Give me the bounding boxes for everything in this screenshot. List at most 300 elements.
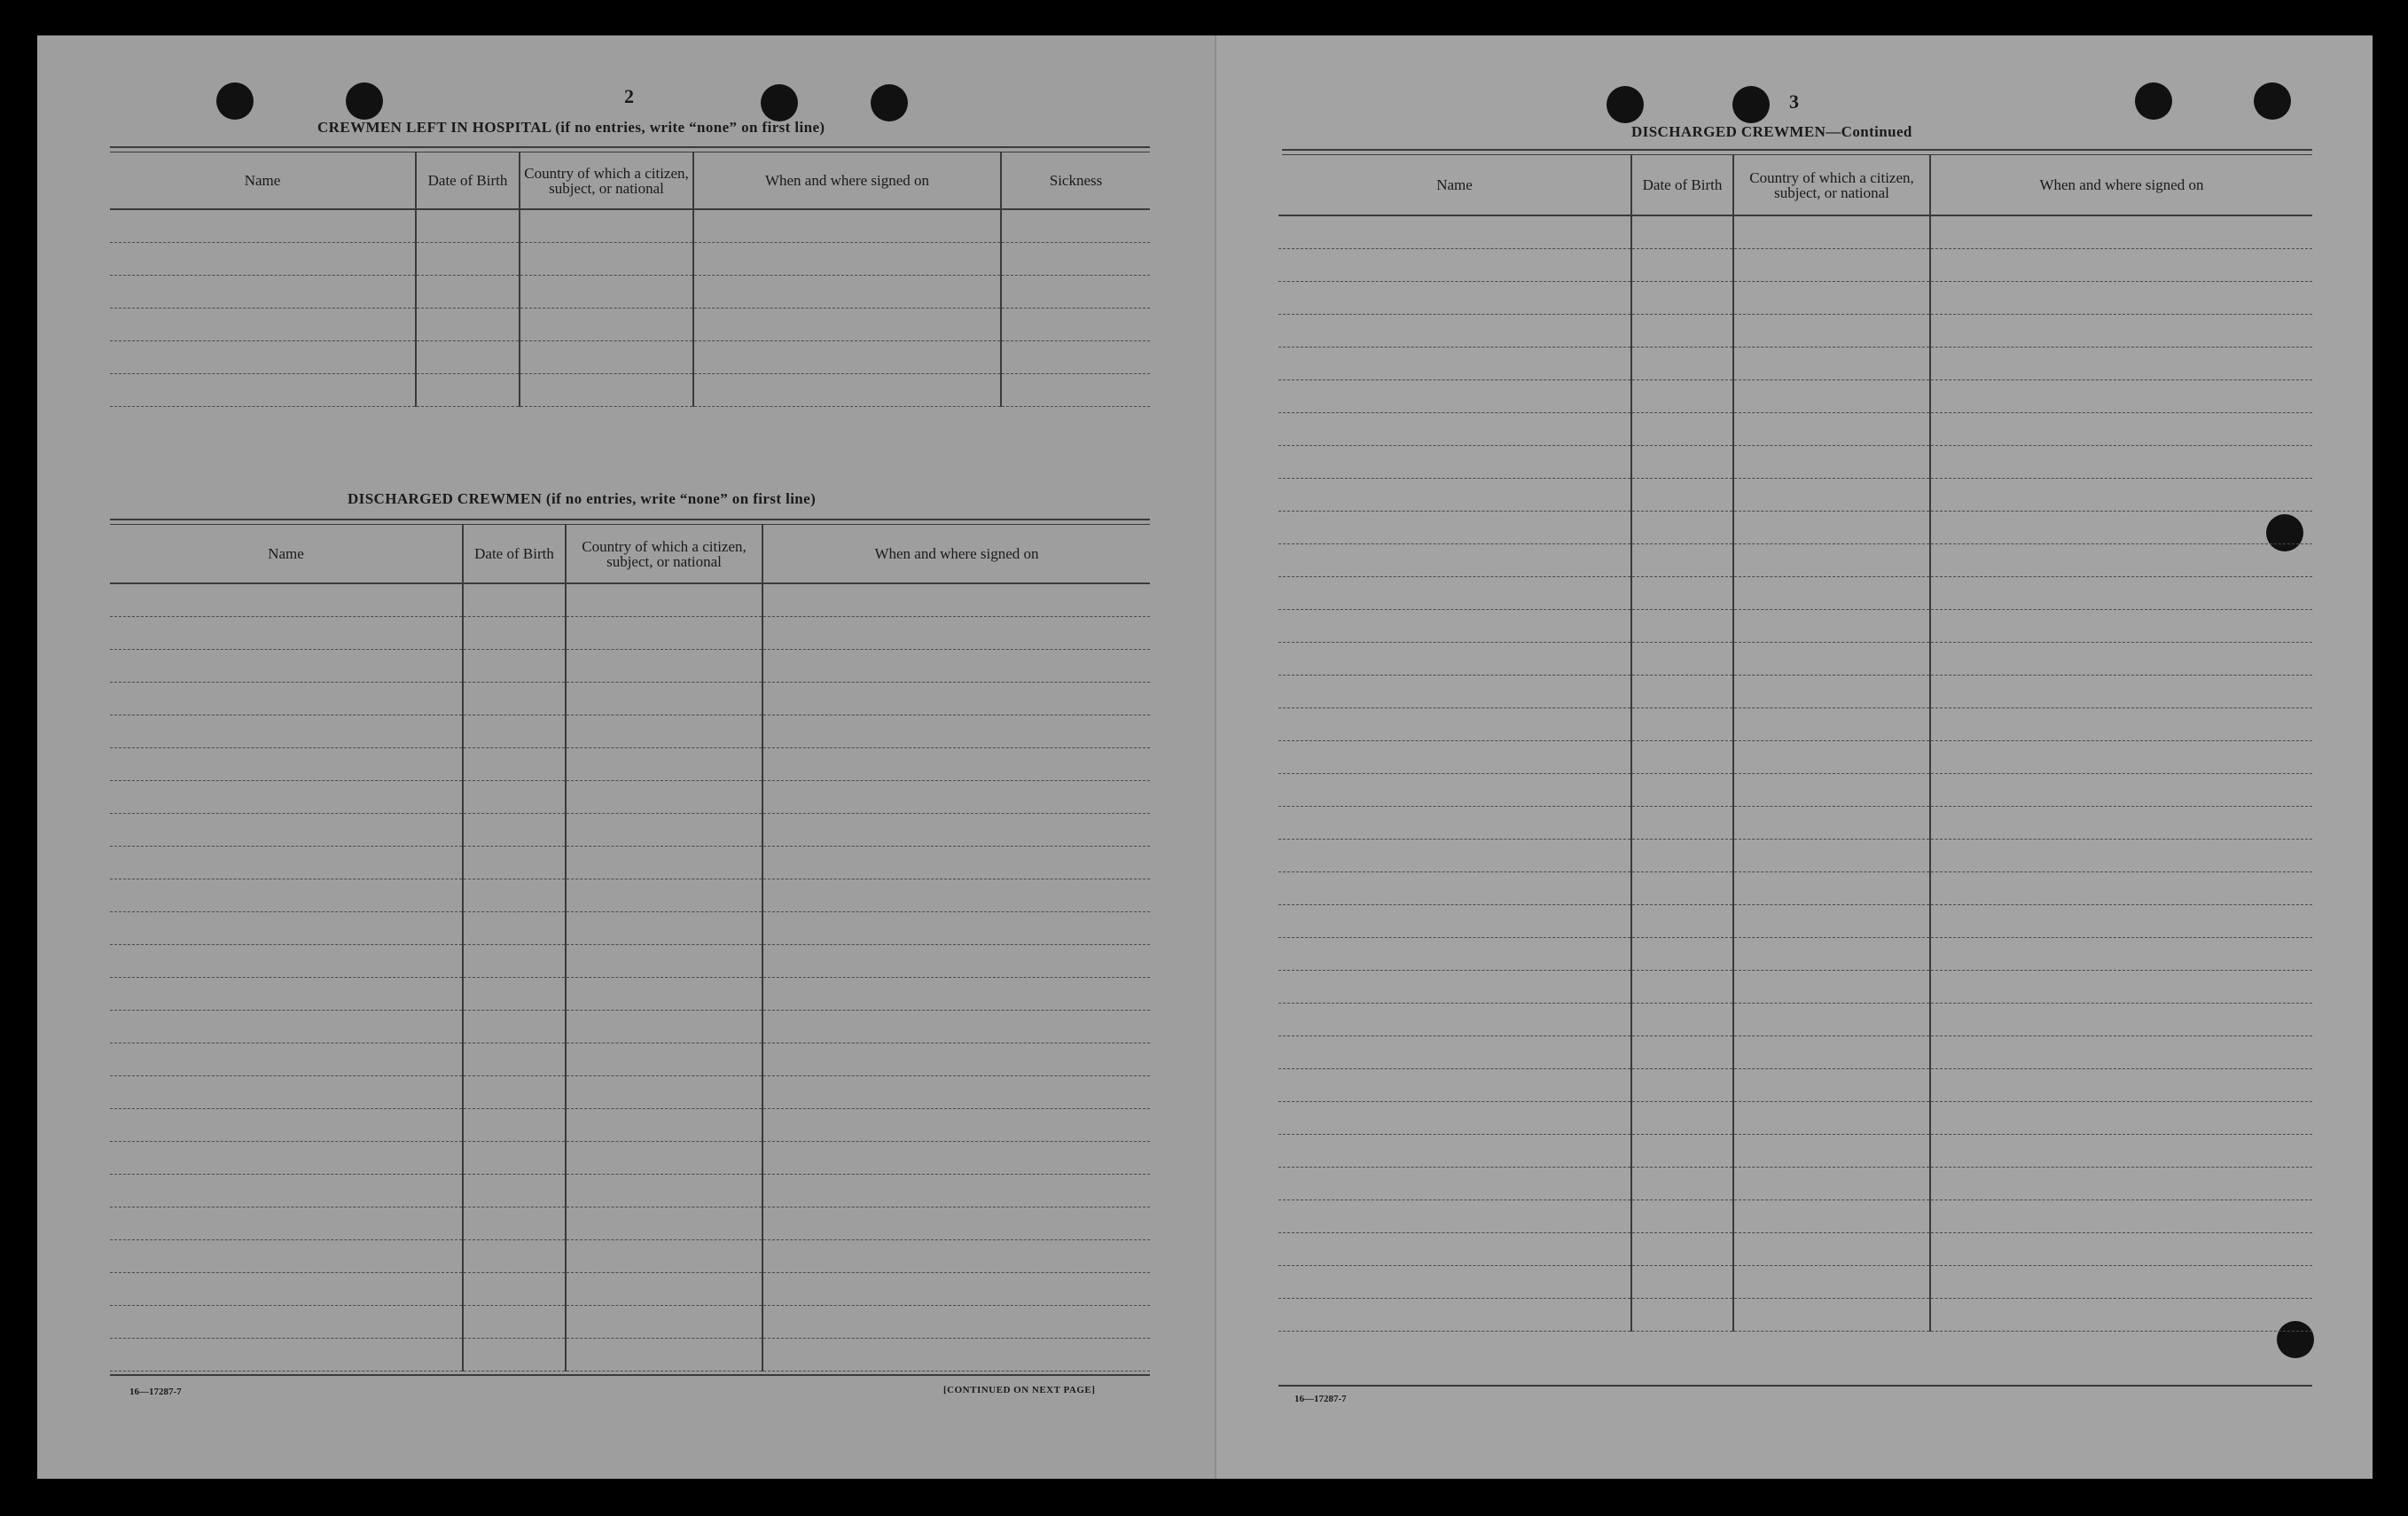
table-cell: [1733, 676, 1930, 708]
table-row: [110, 945, 1150, 978]
table-row: [110, 617, 1150, 650]
table-cell: [566, 583, 762, 617]
table-cell: [1733, 479, 1930, 512]
table-cell: [1278, 741, 1631, 774]
table-cell: [1733, 1233, 1930, 1266]
table-row: [110, 209, 1150, 243]
table-cell: [1733, 577, 1930, 610]
table-cell: [463, 945, 566, 978]
table-cell: [110, 683, 463, 715]
table-cell: [762, 617, 1150, 650]
table-cell: [1733, 446, 1930, 479]
table-row: [110, 1306, 1150, 1339]
col-header-signed-on: When and where signed on: [1930, 155, 2312, 215]
table-cell: [693, 374, 1001, 407]
table-cell: [463, 1306, 566, 1339]
table-cell: [1631, 413, 1733, 446]
table-cell: [1733, 1299, 1930, 1332]
table-cell: [1930, 1168, 2312, 1200]
table-cell: [463, 847, 566, 879]
table-cell: [110, 945, 463, 978]
table-cell: [416, 374, 520, 407]
table-cell: [1278, 544, 1631, 577]
table-cell: [1278, 905, 1631, 938]
table-row: [1278, 215, 2312, 249]
table-cell: [1278, 1233, 1631, 1266]
table-row: [1278, 446, 2312, 479]
table-cell: [566, 1207, 762, 1240]
table-cell: [463, 1207, 566, 1240]
table-cell: [1930, 315, 2312, 348]
table-cell: [463, 748, 566, 781]
table-cell: [1930, 971, 2312, 1004]
table-cell: [1930, 1299, 2312, 1332]
table-cell: [1733, 1069, 1930, 1102]
table-row: [110, 847, 1150, 879]
table-row: [1278, 840, 2312, 872]
table-cell: [1930, 774, 2312, 807]
table-cell: [110, 715, 463, 748]
table-cell: [762, 1175, 1150, 1207]
table-row: [110, 276, 1150, 309]
table-cell: [463, 1142, 566, 1175]
table-cell: [110, 276, 416, 309]
table-row: [110, 1240, 1150, 1273]
table-cell: [110, 374, 416, 407]
table-cell: [1631, 380, 1733, 413]
table-cell: [1733, 282, 1930, 315]
table-cell: [1631, 1266, 1733, 1299]
hospital-title-text: CREWMEN LEFT IN HOSPITAL: [317, 119, 551, 136]
table-cell: [1278, 1004, 1631, 1036]
table-cell: [762, 814, 1150, 847]
table-row: [1278, 479, 2312, 512]
table-cell: [1930, 643, 2312, 676]
table-cell: [110, 650, 463, 683]
table-cell: [1631, 479, 1733, 512]
right-page: [1216, 35, 2373, 1479]
table-cell: [1001, 374, 1150, 407]
table-cell: [1278, 938, 1631, 971]
col-header-country: Country of which a citizen, subject, or national: [566, 525, 762, 583]
table-cell: [1278, 971, 1631, 1004]
table-cell: [1001, 309, 1150, 341]
table-cell: [110, 912, 463, 945]
table-cell: [1631, 1233, 1733, 1266]
section-rule: [110, 519, 1150, 525]
table-cell: [1278, 676, 1631, 708]
table-row: [110, 1043, 1150, 1076]
table-cell: [1930, 1233, 2312, 1266]
table-cell: [1733, 1036, 1930, 1069]
col-header-country: Country of which a citizen, subject, or national: [520, 152, 693, 209]
discharged-continued-title: [1631, 123, 1912, 141]
table-cell: [1001, 209, 1150, 243]
table-row: [110, 1339, 1150, 1371]
table-cell: [110, 1306, 463, 1339]
table-cell: [762, 945, 1150, 978]
table-cell: [1631, 348, 1733, 380]
table-cell: [1631, 840, 1733, 872]
table-cell: [566, 683, 762, 715]
table-row: [1278, 249, 2312, 282]
table-cell: [110, 814, 463, 847]
left-page: [37, 35, 1216, 1479]
table-row: [110, 683, 1150, 715]
table-cell: [1930, 676, 2312, 708]
col-header-signed-on: When and where signed on: [693, 152, 1001, 209]
table-cell: [1930, 348, 2312, 380]
table-cell: [566, 1273, 762, 1306]
table-cell: [566, 1043, 762, 1076]
table-cell: [566, 1142, 762, 1175]
table-cell: [110, 847, 463, 879]
table-cell: [110, 583, 463, 617]
table-cell: [762, 847, 1150, 879]
table-cell: [1733, 1266, 1930, 1299]
col-header-date-of-birth: Date of Birth: [463, 525, 566, 583]
table-cell: [1733, 610, 1930, 643]
table-row: [1278, 905, 2312, 938]
table-cell: [1930, 215, 2312, 249]
table-cell: [1278, 1168, 1631, 1200]
table-cell: [1631, 446, 1733, 479]
table-row: [1278, 872, 2312, 905]
table-cell: [762, 1273, 1150, 1306]
form-number: 16—17287-7: [1294, 1394, 1347, 1404]
table-cell: [762, 1043, 1150, 1076]
table-cell: [1001, 341, 1150, 374]
table-cell: [1631, 1102, 1733, 1135]
table-cell: [1001, 276, 1150, 309]
table-cell: [463, 650, 566, 683]
table-cell: [1631, 512, 1733, 544]
table-cell: [1631, 741, 1733, 774]
table-row: [110, 1207, 1150, 1240]
punch-hole: [761, 84, 798, 121]
table-cell: [762, 1207, 1150, 1240]
table-cell: [566, 978, 762, 1011]
punch-hole: [1732, 86, 1770, 123]
table-cell: [1278, 807, 1631, 840]
table-cell: [1278, 1200, 1631, 1233]
table-cell: [110, 209, 416, 243]
table-cell: [1631, 971, 1733, 1004]
form-number: 16—17287-7: [129, 1387, 182, 1397]
table-cell: [1631, 938, 1733, 971]
table-cell: [1733, 380, 1930, 413]
table-cell: [1631, 872, 1733, 905]
table-cell: [1733, 872, 1930, 905]
table-cell: [762, 781, 1150, 814]
table-cell: [1733, 1200, 1930, 1233]
table-cell: [1631, 1200, 1733, 1233]
table-row: [110, 650, 1150, 683]
table-cell: [566, 1109, 762, 1142]
table-cell: [110, 1011, 463, 1043]
table-cell: [693, 309, 1001, 341]
table-row: [1278, 512, 2312, 544]
table-cell: [693, 243, 1001, 276]
table-row: [1278, 315, 2312, 348]
table-cell: [1278, 872, 1631, 905]
table-cell: [1930, 1004, 2312, 1036]
table-cell: [463, 912, 566, 945]
table-cell: [1278, 249, 1631, 282]
table-cell: [1733, 315, 1930, 348]
table-cell: [1930, 1200, 2312, 1233]
table-cell: [762, 583, 1150, 617]
table-cell: [1631, 643, 1733, 676]
table-row: [1278, 643, 2312, 676]
table-cell: [1278, 1069, 1631, 1102]
table-cell: [416, 341, 520, 374]
table-cell: [1278, 446, 1631, 479]
table-row: [1278, 774, 2312, 807]
table-cell: [520, 243, 693, 276]
table-row: [110, 341, 1150, 374]
table-cell: [1278, 610, 1631, 643]
table-cell: [1631, 1299, 1733, 1332]
table-cell: [1930, 413, 2312, 446]
table-cell: [520, 276, 693, 309]
table-cell: [463, 781, 566, 814]
table-cell: [1278, 512, 1631, 544]
table-cell: [1278, 1102, 1631, 1135]
table-cell: [1733, 905, 1930, 938]
table-cell: [1930, 380, 2312, 413]
table-cell: [463, 978, 566, 1011]
table-cell: [566, 912, 762, 945]
table-cell: [463, 1011, 566, 1043]
table-cell: [416, 209, 520, 243]
table-row: [1278, 544, 2312, 577]
discharged-instruction: (if no entries, write “none” on first line): [545, 490, 817, 507]
discharged-section-title: [348, 490, 816, 508]
discharged-table: [110, 525, 1150, 1371]
table-row: [1278, 348, 2312, 380]
discharged-continued-table: [1278, 155, 2312, 1332]
table-cell: [762, 912, 1150, 945]
table-cell: [1733, 938, 1930, 971]
table-cell: [762, 650, 1150, 683]
table-cell: [1733, 249, 1930, 282]
table-cell: [566, 1339, 762, 1371]
table-cell: [1631, 676, 1733, 708]
col-header-date-of-birth: Date of Birth: [1631, 155, 1733, 215]
table-cell: [1930, 872, 2312, 905]
table-row: [1278, 1200, 2312, 1233]
table-cell: [1930, 905, 2312, 938]
table-row: [110, 978, 1150, 1011]
table-cell: [762, 683, 1150, 715]
table-cell: [110, 1175, 463, 1207]
table-cell: [1930, 282, 2312, 315]
table-cell: [1733, 1004, 1930, 1036]
table-row: [110, 1109, 1150, 1142]
table-cell: [1278, 1266, 1631, 1299]
table-cell: [463, 1076, 566, 1109]
table-row: [1278, 1233, 2312, 1266]
col-header-name: Name: [110, 525, 463, 583]
table-row: [1278, 807, 2312, 840]
table-row: [1278, 1036, 2312, 1069]
table-cell: [1278, 282, 1631, 315]
section-rule: [110, 146, 1150, 152]
table-cell: [110, 341, 416, 374]
table-cell: [1631, 544, 1733, 577]
table-row: [1278, 1135, 2312, 1168]
table-row: [1278, 1266, 2312, 1299]
table-cell: [416, 309, 520, 341]
col-header-name: Name: [1278, 155, 1631, 215]
table-row: [1278, 1299, 2312, 1332]
col-header-name: Name: [110, 152, 416, 209]
table-cell: [1278, 380, 1631, 413]
table-cell: [520, 374, 693, 407]
table-cell: [110, 1142, 463, 1175]
table-cell: [1631, 774, 1733, 807]
page-number: 2: [624, 85, 634, 107]
table-cell: [463, 879, 566, 912]
col-header-date-of-birth: Date of Birth: [416, 152, 520, 209]
table-cell: [1278, 840, 1631, 872]
table-cell: [566, 1306, 762, 1339]
bottom-rule: [1278, 1385, 2312, 1387]
table-cell: [1930, 249, 2312, 282]
table-cell: [1278, 708, 1631, 741]
table-cell: [1733, 348, 1930, 380]
table-cell: [463, 1175, 566, 1207]
table-cell: [762, 978, 1150, 1011]
table-cell: [110, 978, 463, 1011]
table-row: [1278, 380, 2312, 413]
table-cell: [110, 1273, 463, 1306]
table-cell: [566, 1175, 762, 1207]
table-cell: [1733, 708, 1930, 741]
table-cell: [110, 617, 463, 650]
table-cell: [1631, 610, 1733, 643]
table-row: [110, 374, 1150, 407]
table-cell: [1733, 215, 1930, 249]
table-cell: [1278, 348, 1631, 380]
continued-note: [CONTINUED ON NEXT PAGE]: [943, 1385, 1096, 1395]
table-cell: [110, 1109, 463, 1142]
record-sheet: [37, 35, 2373, 1479]
table-row: [1278, 282, 2312, 315]
table-cell: [1733, 840, 1930, 872]
table-cell: [1930, 708, 2312, 741]
table-cell: [463, 814, 566, 847]
table-row: [110, 879, 1150, 912]
table-cell: [1631, 905, 1733, 938]
table-cell: [1733, 1168, 1930, 1200]
col-header-signed-on: When and where signed on: [762, 525, 1150, 583]
table-cell: [1930, 446, 2312, 479]
table-cell: [1930, 1036, 2312, 1069]
punch-hole: [2135, 82, 2172, 120]
table-cell: [1631, 708, 1733, 741]
table-cell: [693, 276, 1001, 309]
table-cell: [1278, 1299, 1631, 1332]
table-cell: [762, 1011, 1150, 1043]
table-cell: [1733, 544, 1930, 577]
col-header-country: Country of which a citizen, subject, or national: [1733, 155, 1930, 215]
table-cell: [1631, 577, 1733, 610]
table-cell: [1930, 840, 2312, 872]
table-cell: [1930, 610, 2312, 643]
table-cell: [566, 814, 762, 847]
table-cell: [693, 341, 1001, 374]
table-cell: [1930, 1102, 2312, 1135]
table-cell: [1733, 413, 1930, 446]
table-row: [1278, 708, 2312, 741]
table-row: [110, 1142, 1150, 1175]
table-cell: [1278, 577, 1631, 610]
table-cell: [1930, 577, 2312, 610]
table-cell: [1278, 643, 1631, 676]
table-cell: [1631, 1168, 1733, 1200]
table-cell: [463, 715, 566, 748]
table-cell: [1930, 1069, 2312, 1102]
table-cell: [1631, 215, 1733, 249]
discharged-continued-title-text: DISCHARGED CREWMEN: [1631, 123, 1826, 140]
table-cell: [1733, 807, 1930, 840]
punch-hole: [216, 82, 254, 120]
table-row: [1278, 741, 2312, 774]
table-cell: [1930, 807, 2312, 840]
table-cell: [1930, 1266, 2312, 1299]
table-cell: [1278, 215, 1631, 249]
table-row: [1278, 1069, 2312, 1102]
table-cell: [693, 209, 1001, 243]
table-row: [110, 1076, 1150, 1109]
table-row: [110, 912, 1150, 945]
table-row: [1278, 971, 2312, 1004]
table-cell: [762, 879, 1150, 912]
table-cell: [1631, 282, 1733, 315]
table-cell: [110, 1207, 463, 1240]
table-cell: [463, 1273, 566, 1306]
table-cell: [566, 617, 762, 650]
table-cell: [1631, 249, 1733, 282]
table-cell: [463, 1043, 566, 1076]
table-cell: [463, 683, 566, 715]
table-cell: [1930, 544, 2312, 577]
table-cell: [520, 309, 693, 341]
col-header-sickness: Sickness: [1001, 152, 1150, 209]
table-row: [1278, 610, 2312, 643]
table-cell: [762, 1109, 1150, 1142]
table-cell: [566, 650, 762, 683]
table-cell: [1631, 315, 1733, 348]
table-cell: [1278, 479, 1631, 512]
table-cell: [1278, 1036, 1631, 1069]
bottom-rule: [110, 1374, 1150, 1376]
punch-hole: [346, 82, 383, 120]
table-cell: [566, 1011, 762, 1043]
punch-hole: [2254, 82, 2291, 120]
table-cell: [566, 1240, 762, 1273]
table-cell: [110, 781, 463, 814]
punch-hole: [1607, 86, 1644, 123]
table-cell: [110, 748, 463, 781]
table-cell: [566, 781, 762, 814]
table-cell: [463, 1240, 566, 1273]
table-cell: [566, 748, 762, 781]
table-cell: [1930, 479, 2312, 512]
section-rule: [1282, 149, 2312, 155]
